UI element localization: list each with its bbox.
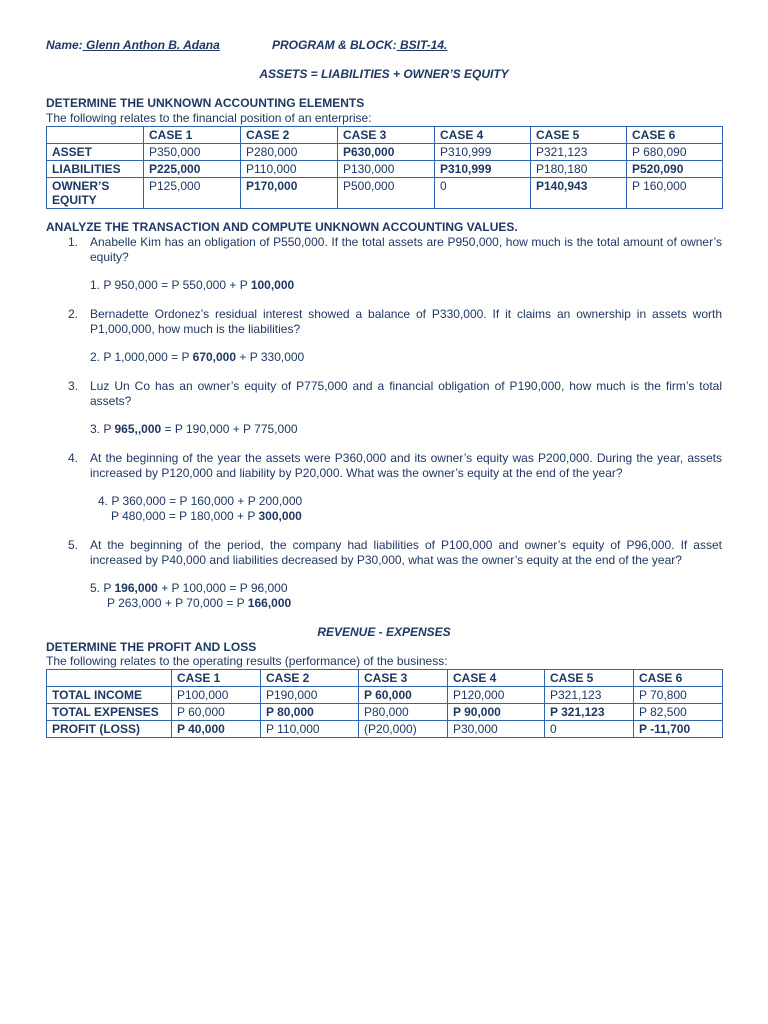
table-cell: P321,123 [545,687,634,704]
table-row [47,721,723,738]
table-cell: P180,180 [531,161,627,178]
row-label: LIABILITIES [47,161,144,178]
table-cell: P120,000 [448,687,545,704]
answer-4-result: 300,000 [258,509,302,523]
financial-position-table [46,126,723,209]
table-corner-cell [47,127,144,144]
question-number: 2. [68,307,79,321]
section2-title: ANALYZE THE TRANSACTION AND COMPUTE UNKNOWN ACCOUNTING VALUES. [46,220,518,234]
answer-1: 1. P 950,000 = P 550,000 + P 100,000 [90,278,295,292]
name-label: Name: [46,38,83,52]
table-cell: P 90,000 [448,704,545,721]
question-text: Anabelle Kim has an obligation of P550,000. If the total assets are P950,000, how much is the total amount of owner’s equity? [90,235,722,264]
table-cell: P 80,000 [261,704,359,721]
section3-title: DETERMINE THE PROFIT AND LOSS [46,640,257,654]
answer-2-result: 670,000 [192,350,237,364]
column-header: CASE 1 [172,670,261,687]
column-header: CASE 5 [531,127,627,144]
answer-3-result: 965,,000 [114,422,162,436]
table-cell: P170,000 [241,178,338,209]
table-cell: P130,000 [338,161,435,178]
column-header: CASE 5 [545,670,634,687]
table-header-row [47,670,723,687]
table-row [47,161,723,178]
column-header: CASE 3 [359,670,448,687]
profit-loss-table [46,669,723,738]
question-text: Bernadette Ordonez’s residual interest showed a balance of P330,000. If it claims an ownership in assets worth P1,000,000, how much is the liabilities? [90,307,722,336]
question-text: At the beginning of the year the assets were P360,000 and its owner’s equity was P200,000. During the year, assets increased by P120,000 and liability by P20,000. What was the owner’s equity at the end of the year? [90,451,722,480]
table-cell: P310,999 [435,144,531,161]
table-cell: P190,000 [261,687,359,704]
column-header: CASE 2 [261,670,359,687]
table-cell: P 60,000 [359,687,448,704]
table-row [47,704,723,721]
table-cell: 0 [435,178,531,209]
section3-intro: The following relates to the operating results (performance) of the business: [46,654,448,668]
answer-2: 2. P 1,000,000 = P 670,000 + P 330,000 [90,350,305,364]
table-cell: P80,000 [359,704,448,721]
answer-4-line-1: 4. P 360,000 = P 160,000 + P 200,000 [98,494,303,508]
table-cell: P321,123 [531,144,627,161]
table-cell: P 40,000 [172,721,261,738]
answer-5-first-result: 196,000 [114,581,158,595]
table-cell: P 82,500 [634,704,723,721]
table-cell: P100,000 [172,687,261,704]
student-name-line [46,38,220,52]
table-cell: P30,000 [448,721,545,738]
table-cell: 0 [545,721,634,738]
answer-5-line-1: 5. P 196,000 + P 100,000 = P 96,000 [90,581,288,595]
column-header: CASE 4 [435,127,531,144]
program-value: BSIT-14. [396,38,448,52]
table-row [47,687,723,704]
answer-4-line-2: P 480,000 = P 180,000 + P 300,000 [111,509,302,523]
question-number: 5. [68,538,79,552]
table-cell: P630,000 [338,144,435,161]
row-label: ASSET [47,144,144,161]
student-name: Glenn Anthon B. Adana [82,38,220,52]
answer-3: 3. P 965,,000 = P 190,000 + P 775,000 [90,422,298,436]
row-label: OWNER’S EQUITY [47,178,144,209]
table-row [47,144,723,161]
table-cell: P310,999 [435,161,531,178]
program-label: PROGRAM & BLOCK: [272,38,397,52]
column-header: CASE 1 [144,127,241,144]
table-cell: P 680,090 [627,144,723,161]
question-text: At the beginning of the period, the company had liabilities of P100,000 and owner’s equity of P96,000. If asset increased by P40,000 and liabilities decreased by P30,000, what was the owner’s equity at the end of the year? [90,538,722,567]
question-number: 4. [68,451,79,465]
question-text: Luz Un Co has an owner’s equity of P775,000 and a financial obligation of P190,000, how much is the firm’s total assets? [90,379,722,408]
column-header: CASE 3 [338,127,435,144]
table-cell: P110,000 [241,161,338,178]
answer-1-result: 100,000 [250,278,295,292]
question-number: 3. [68,379,79,393]
row-label: PROFIT (LOSS) [47,721,172,738]
table-cell: P 70,800 [634,687,723,704]
table-cell: P140,943 [531,178,627,209]
table-cell: P 110,000 [261,721,359,738]
accounting-equation-title: ASSETS = LIABILITIES + OWNER’S EQUITY [259,67,509,81]
answer-5-result: 166,000 [247,596,292,610]
table-cell: P350,000 [144,144,241,161]
table-cell: P280,000 [241,144,338,161]
table-cell: (P20,000) [359,721,448,738]
table-corner-cell [47,670,172,687]
answer-5-line-2: P 263,000 + P 70,000 = P 166,000 [107,596,292,610]
table-cell: P 321,123 [545,704,634,721]
program-block-line [272,38,447,52]
section1-title: DETERMINE THE UNKNOWN ACCOUNTING ELEMENTS [46,96,365,110]
table-cell: P 60,000 [172,704,261,721]
table-cell: P225,000 [144,161,241,178]
question-number: 1. [68,235,79,249]
table-cell: P500,000 [338,178,435,209]
table-row [47,178,723,209]
row-label: TOTAL INCOME [47,687,172,704]
table-cell: P520,090 [627,161,723,178]
column-header: CASE 6 [634,670,723,687]
column-header: CASE 2 [241,127,338,144]
section1-intro: The following relates to the financial position of an enterprise: [46,111,372,125]
row-label: TOTAL EXPENSES [47,704,172,721]
profit-equation-title: REVENUE - EXPENSES [317,625,451,639]
table-cell: P 160,000 [627,178,723,209]
table-cell: P -11,700 [634,721,723,738]
table-header-row [47,127,723,144]
column-header: CASE 4 [448,670,545,687]
column-header: CASE 6 [627,127,723,144]
table-cell: P125,000 [144,178,241,209]
